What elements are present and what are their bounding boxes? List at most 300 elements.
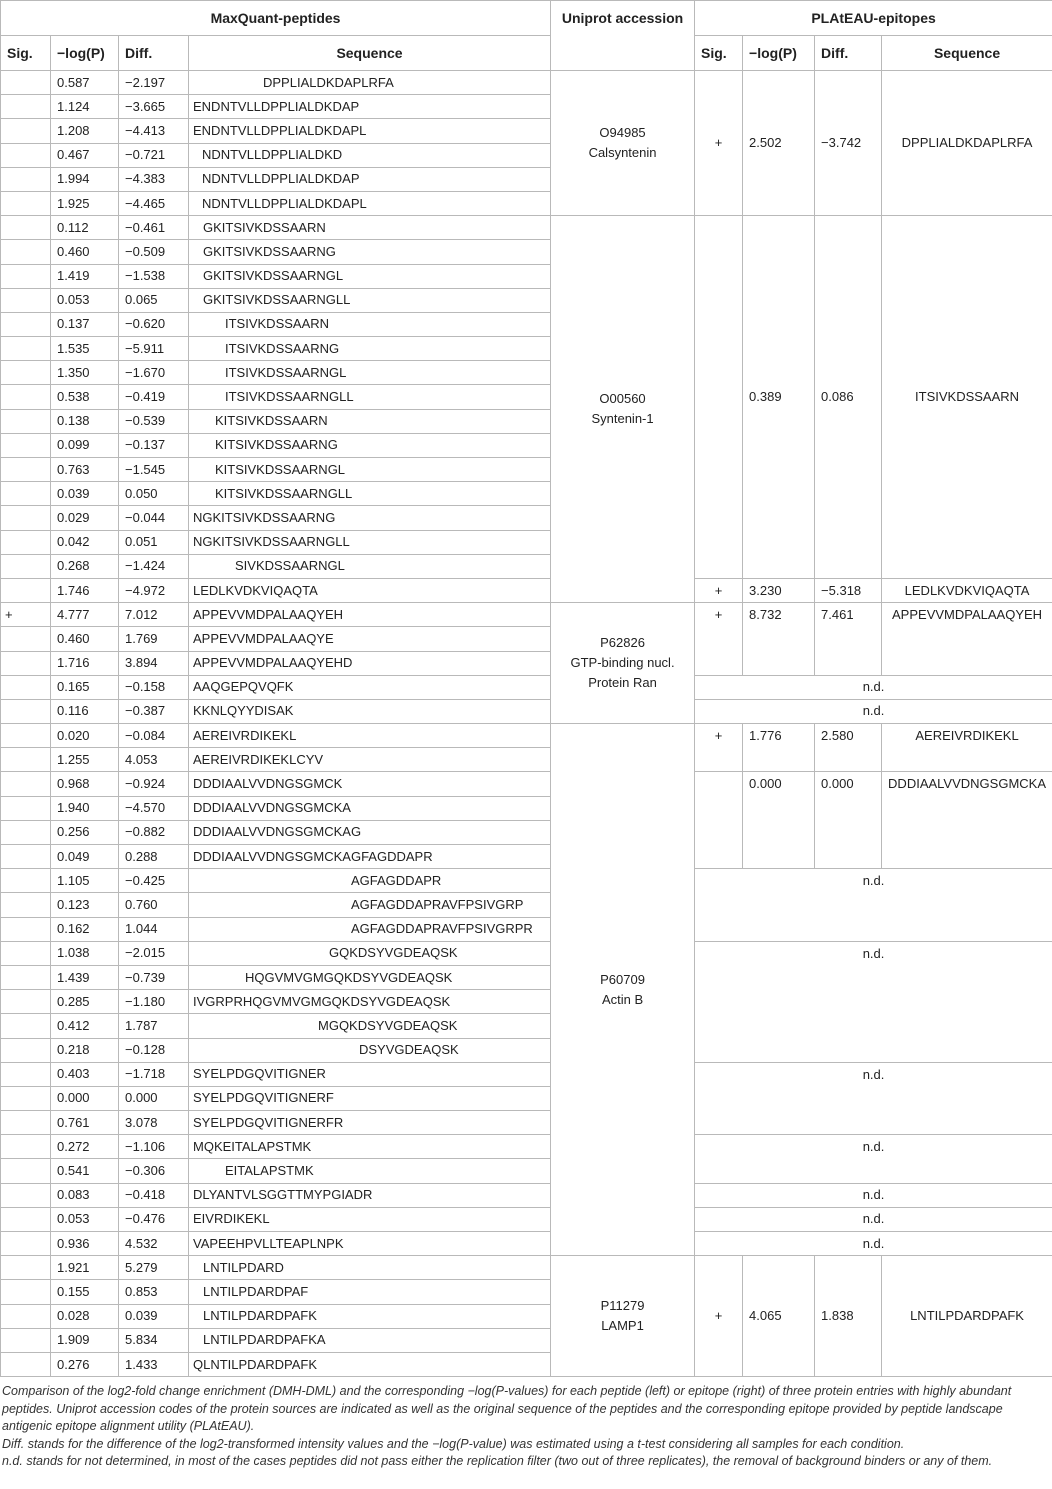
peptide-sequence: KITSIVKDSSAARNGLL bbox=[189, 482, 551, 506]
peptide-sig bbox=[1, 772, 51, 796]
peptide-sequence: AGFAGDDAPRAVFPSIVGRP bbox=[189, 893, 551, 917]
peptide-diff: −0.461 bbox=[119, 216, 189, 240]
peptide-diff: −4.413 bbox=[119, 119, 189, 143]
peptide-sequence: KKNLQYYDISAK bbox=[189, 699, 551, 723]
peptide-logp: 0.268 bbox=[51, 554, 119, 578]
peptide-diff: 5.834 bbox=[119, 1328, 189, 1352]
table-row bbox=[1, 1062, 1052, 1086]
peptide-sig bbox=[1, 385, 51, 409]
peptide-logp: 0.936 bbox=[51, 1232, 119, 1256]
peptide-sequence: DDDIAALVVDNGSGMCK bbox=[189, 772, 551, 796]
peptide-sequence: DLYANTVLSGGTTMYPGIADR bbox=[189, 1183, 551, 1207]
peptide-diff: 0.000 bbox=[119, 1086, 189, 1110]
peptide-diff: −4.570 bbox=[119, 796, 189, 820]
peptide-diff: 0.039 bbox=[119, 1304, 189, 1328]
peptide-logp: 0.412 bbox=[51, 1014, 119, 1038]
peptide-sequence: SYELPDGQVITIGNER bbox=[189, 1062, 551, 1086]
peptide-sequence: KITSIVKDSSAARNG bbox=[189, 433, 551, 457]
table-row bbox=[1, 1135, 1052, 1159]
peptide-diff: −0.924 bbox=[119, 772, 189, 796]
protein-name: Actin B bbox=[601, 991, 644, 1007]
peptide-diff: −1.424 bbox=[119, 554, 189, 578]
peptide-diff: −1.180 bbox=[119, 990, 189, 1014]
epitope-sig: + bbox=[695, 1256, 743, 1377]
epitope-diff: −3.742 bbox=[815, 71, 882, 216]
peptide-diff: −0.137 bbox=[119, 433, 189, 457]
peptide-logp: 0.112 bbox=[51, 216, 119, 240]
peptide-logp: 0.460 bbox=[51, 627, 119, 651]
peptide-sequence: AAQGEPQVQFK bbox=[189, 675, 551, 699]
maxquant-header: MaxQuant-peptides bbox=[1, 1, 551, 36]
peptide-logp: 1.921 bbox=[51, 1256, 119, 1280]
peptide-sig bbox=[1, 990, 51, 1014]
pl-logp-header: −log(P) bbox=[743, 36, 815, 71]
peptide-logp: 0.272 bbox=[51, 1135, 119, 1159]
epitope-sig: + bbox=[695, 71, 743, 216]
accession-id: P11279 bbox=[600, 1298, 645, 1314]
peptide-logp: 0.053 bbox=[51, 288, 119, 312]
peptide-logp: 0.028 bbox=[51, 1304, 119, 1328]
peptide-sig bbox=[1, 1159, 51, 1183]
accession-id: O94985 bbox=[599, 125, 646, 141]
peptide-diff: 0.760 bbox=[119, 893, 189, 917]
epitope-not-determined: n.d. bbox=[695, 675, 1052, 699]
peptide-sequence: DDDIAALVVDNGSGMCKAGFAGDDAPR bbox=[189, 845, 551, 869]
peptide-sequence: GQKDSYVGDEAQSK bbox=[189, 941, 551, 965]
epitope-diff: 1.838 bbox=[815, 1256, 882, 1377]
table-row bbox=[1, 869, 1052, 893]
pl-sig-header: Sig. bbox=[695, 36, 743, 71]
peptide-logp: 4.777 bbox=[51, 603, 119, 627]
peptide-logp: 0.538 bbox=[51, 385, 119, 409]
peptide-diff: −1.545 bbox=[119, 458, 189, 482]
peptide-sequence: APPEVVMDPALAAQYEH bbox=[189, 603, 551, 627]
peptide-diff: 0.065 bbox=[119, 288, 189, 312]
peptide-logp: 1.038 bbox=[51, 941, 119, 965]
table-row bbox=[1, 724, 1052, 748]
peptide-diff: −0.620 bbox=[119, 312, 189, 336]
peptide-sig bbox=[1, 337, 51, 361]
epitope-not-determined: n.d. bbox=[695, 1232, 1052, 1256]
epitope-sig: + bbox=[695, 578, 743, 602]
peptide-sig bbox=[1, 264, 51, 288]
peptide-sequence: NGKITSIVKDSSAARNG bbox=[189, 506, 551, 530]
peptide-sig bbox=[1, 240, 51, 264]
peptide-diff: −0.539 bbox=[119, 409, 189, 433]
peptide-diff: −0.044 bbox=[119, 506, 189, 530]
peptide-logp: 1.940 bbox=[51, 796, 119, 820]
peptide-sig bbox=[1, 1256, 51, 1280]
peptide-sequence: SYELPDGQVITIGNERF bbox=[189, 1086, 551, 1110]
peptide-sequence: AGFAGDDAPR bbox=[189, 869, 551, 893]
peptide-logp: 0.042 bbox=[51, 530, 119, 554]
peptide-logp: 1.255 bbox=[51, 748, 119, 772]
peptide-logp: 0.218 bbox=[51, 1038, 119, 1062]
peptide-logp: 0.162 bbox=[51, 917, 119, 941]
peptide-diff: 4.053 bbox=[119, 748, 189, 772]
peptide-diff: 0.853 bbox=[119, 1280, 189, 1304]
peptide-diff: 1.044 bbox=[119, 917, 189, 941]
peptide-sequence: ITSIVKDSSAARN bbox=[189, 312, 551, 336]
peptide-logp: 0.155 bbox=[51, 1280, 119, 1304]
peptide-diff: −5.911 bbox=[119, 337, 189, 361]
peptide-diff: 4.532 bbox=[119, 1232, 189, 1256]
peptide-sig bbox=[1, 191, 51, 215]
peptide-logp: 0.467 bbox=[51, 143, 119, 167]
peptide-sig bbox=[1, 1304, 51, 1328]
plateau-header: PLAtEAU-epitopes bbox=[695, 1, 1052, 36]
peptide-logp: 0.285 bbox=[51, 990, 119, 1014]
epitope-logp: 3.230 bbox=[743, 578, 815, 602]
peptide-logp: 1.925 bbox=[51, 191, 119, 215]
peptide-logp: 0.029 bbox=[51, 506, 119, 530]
peptide-sequence: GKITSIVKDSSAARNG bbox=[189, 240, 551, 264]
peptide-diff: −1.538 bbox=[119, 264, 189, 288]
peptide-sig bbox=[1, 1232, 51, 1256]
peptide-logp: 1.746 bbox=[51, 578, 119, 602]
peptide-diff: 0.288 bbox=[119, 845, 189, 869]
pl-seq-header: Sequence bbox=[882, 36, 1052, 71]
peptide-sig bbox=[1, 143, 51, 167]
peptide-sig bbox=[1, 167, 51, 191]
peptide-diff: −0.721 bbox=[119, 143, 189, 167]
peptide-logp: 0.256 bbox=[51, 820, 119, 844]
peptide-sig bbox=[1, 748, 51, 772]
peptide-logp: 1.105 bbox=[51, 869, 119, 893]
epitope-not-determined: n.d. bbox=[695, 1062, 1052, 1135]
uniprot-accession-cell bbox=[551, 216, 695, 603]
peptide-diff: −4.383 bbox=[119, 167, 189, 191]
peptide-sequence: VAPEEHPVLLTEAPLNPK bbox=[189, 1232, 551, 1256]
peptide-logp: 0.763 bbox=[51, 458, 119, 482]
peptide-diff: 7.012 bbox=[119, 603, 189, 627]
peptide-logp: 1.208 bbox=[51, 119, 119, 143]
peptide-logp: 1.350 bbox=[51, 361, 119, 385]
peptide-sequence: AEREIVRDIKEKLCYV bbox=[189, 748, 551, 772]
pl-diff-header: Diff. bbox=[815, 36, 882, 71]
peptide-sequence: EIVRDIKEKL bbox=[189, 1207, 551, 1231]
peptide-sig bbox=[1, 1328, 51, 1352]
footnote-comparison: Comparison of the log2-fold change enrichment (DMH-DML) and the corresponding −log(P-values) for each peptide (left) or epitope (right) of three protein entries with highly abundant peptides. Uniprot accession codes of the protein sources are indicated as well as the original sequence of the peptides and the corresponding epitope provided by peptide landscape antigenic epitope alignment utility (PLAtEAU). bbox=[2, 1384, 1012, 1434]
peptide-sequence: LNTILPDARDPAFK bbox=[189, 1304, 551, 1328]
peptide-diff: −4.972 bbox=[119, 578, 189, 602]
peptide-diff: −0.419 bbox=[119, 385, 189, 409]
peptide-diff: −0.739 bbox=[119, 965, 189, 989]
peptide-diff: −2.015 bbox=[119, 941, 189, 965]
protein-name: Calsyntenin bbox=[588, 145, 657, 161]
epitope-not-determined: n.d. bbox=[695, 1183, 1052, 1207]
peptide-diff: −3.665 bbox=[119, 95, 189, 119]
epitope-logp: 8.732 bbox=[743, 603, 815, 676]
table-row bbox=[1, 578, 1052, 602]
peptide-sequence: DPPLIALDKDAPLRFA bbox=[189, 71, 551, 95]
table-row bbox=[1, 1256, 1052, 1280]
peptide-sequence: DSYVGDEAQSK bbox=[189, 1038, 551, 1062]
mq-diff-header: Diff. bbox=[119, 36, 189, 71]
peptide-logp: 1.994 bbox=[51, 167, 119, 191]
peptide-diff: 5.279 bbox=[119, 1256, 189, 1280]
peptide-logp: 0.276 bbox=[51, 1352, 119, 1376]
peptide-sequence: ITSIVKDSSAARNGL bbox=[189, 361, 551, 385]
peptide-logp: 0.053 bbox=[51, 1207, 119, 1231]
peptide-logp: 0.403 bbox=[51, 1062, 119, 1086]
peptide-sig bbox=[1, 578, 51, 602]
peptide-logp: 1.716 bbox=[51, 651, 119, 675]
epitope-diff: −5.318 bbox=[815, 578, 882, 602]
epitope-diff: 2.580 bbox=[815, 724, 882, 772]
peptide-sig bbox=[1, 869, 51, 893]
epitope-logp: 4.065 bbox=[743, 1256, 815, 1377]
peptide-sig bbox=[1, 1183, 51, 1207]
peptide-sequence: LEDLKVDKVIQAQTA bbox=[189, 578, 551, 602]
table-footnotes bbox=[0, 1377, 1052, 1471]
peptide-sig bbox=[1, 95, 51, 119]
peptide-diff: 0.051 bbox=[119, 530, 189, 554]
peptide-sequence: ENDNTVLLDPPLIALDKDAPL bbox=[189, 119, 551, 143]
peptide-diff: 1.433 bbox=[119, 1352, 189, 1376]
epitope-sig bbox=[695, 772, 743, 869]
peptide-sequence: AEREIVRDIKEKL bbox=[189, 724, 551, 748]
footnote-nd: n.d. stands for not determined, in most of the cases peptides did not pass either the replication filter (two out of three replicates), the removal of background binders or any of them. bbox=[2, 1454, 993, 1469]
uniprot-accession-cell bbox=[551, 1256, 695, 1377]
peptide-sequence: ITSIVKDSSAARNGLL bbox=[189, 385, 551, 409]
peptide-sig bbox=[1, 845, 51, 869]
peptide-sig bbox=[1, 651, 51, 675]
epitope-sig bbox=[695, 216, 743, 579]
epitope-logp: 2.502 bbox=[743, 71, 815, 216]
epitope-sig: + bbox=[695, 603, 743, 676]
table-row bbox=[1, 216, 1052, 240]
group-header-row bbox=[1, 1, 1052, 36]
peptide-sig bbox=[1, 1111, 51, 1135]
peptide-logp: 1.909 bbox=[51, 1328, 119, 1352]
peptide-logp: 0.049 bbox=[51, 845, 119, 869]
peptide-sig bbox=[1, 1014, 51, 1038]
peptide-diff: 3.894 bbox=[119, 651, 189, 675]
accession-id: O00560 bbox=[599, 391, 646, 407]
peptide-sequence: APPEVVMDPALAAQYEHD bbox=[189, 651, 551, 675]
epitope-sequence: DPPLIALDKDAPLRFA bbox=[882, 71, 1052, 216]
peptide-sequence: SIVKDSSAARNGL bbox=[189, 554, 551, 578]
peptide-logp: 0.165 bbox=[51, 675, 119, 699]
table-body bbox=[1, 71, 1052, 1377]
epitope-sequence: APPEVVMDPALAAQYEH bbox=[882, 603, 1052, 676]
peptide-diff: −1.718 bbox=[119, 1062, 189, 1086]
table-row bbox=[1, 772, 1052, 796]
table-row bbox=[1, 699, 1052, 723]
epitope-not-determined: n.d. bbox=[695, 941, 1052, 1062]
peptide-sequence: IVGRPRHQGVMVGMGQKDSYVGDEAQSK bbox=[189, 990, 551, 1014]
peptide-sig bbox=[1, 1135, 51, 1159]
epitope-not-determined: n.d. bbox=[695, 1135, 1052, 1183]
peptide-sequence: MGQKDSYVGDEAQSK bbox=[189, 1014, 551, 1038]
peptide-sig bbox=[1, 893, 51, 917]
peptide-sequence: LNTILPDARDPAFKA bbox=[189, 1328, 551, 1352]
peptide-diff: 1.787 bbox=[119, 1014, 189, 1038]
peptide-sequence: HQGVMVGMGQKDSYVGDEAQSK bbox=[189, 965, 551, 989]
peptide-sequence: GKITSIVKDSSAARN bbox=[189, 216, 551, 240]
peptide-sequence: GKITSIVKDSSAARNGLL bbox=[189, 288, 551, 312]
peptide-sig bbox=[1, 820, 51, 844]
accession-id: P60709 bbox=[600, 971, 645, 987]
peptide-sequence: QLNTILPDARDPAFK bbox=[189, 1352, 551, 1376]
peptide-sig bbox=[1, 1086, 51, 1110]
peptide-sig bbox=[1, 1062, 51, 1086]
peptide-logp: 0.137 bbox=[51, 312, 119, 336]
peptide-sequence: SYELPDGQVITIGNERFR bbox=[189, 1111, 551, 1135]
mq-logp-header: −log(P) bbox=[51, 36, 119, 71]
peptide-sig bbox=[1, 530, 51, 554]
peptide-sig bbox=[1, 119, 51, 143]
peptide-sig bbox=[1, 675, 51, 699]
peptide-diff: −1.670 bbox=[119, 361, 189, 385]
peptide-logp: 0.000 bbox=[51, 1086, 119, 1110]
peptide-sig bbox=[1, 724, 51, 748]
uniprot-accession-cell bbox=[551, 71, 695, 216]
epitope-diff: 0.086 bbox=[815, 216, 882, 579]
peptide-sig bbox=[1, 458, 51, 482]
peptide-logp: 0.123 bbox=[51, 893, 119, 917]
peptide-sig bbox=[1, 433, 51, 457]
epitope-logp: 1.776 bbox=[743, 724, 815, 772]
peptide-logp: 1.439 bbox=[51, 965, 119, 989]
protein-name: GTP-binding nucl. Protein Ran bbox=[570, 655, 675, 691]
column-header-row bbox=[1, 36, 1052, 71]
peptide-diff: −0.882 bbox=[119, 820, 189, 844]
peptide-sig bbox=[1, 1207, 51, 1231]
peptide-diff: −0.128 bbox=[119, 1038, 189, 1062]
peptide-sig bbox=[1, 482, 51, 506]
mq-seq-header: Sequence bbox=[189, 36, 551, 71]
peptide-sig bbox=[1, 699, 51, 723]
peptide-sequence: APPEVVMDPALAAQYE bbox=[189, 627, 551, 651]
peptide-sequence: NGKITSIVKDSSAARNGLL bbox=[189, 530, 551, 554]
epitope-sequence: AEREIVRDIKEKL bbox=[882, 724, 1052, 772]
peptide-diff: −0.418 bbox=[119, 1183, 189, 1207]
peptide-logp: 0.083 bbox=[51, 1183, 119, 1207]
peptide-diff: −2.197 bbox=[119, 71, 189, 95]
peptide-sig bbox=[1, 288, 51, 312]
peptide-logp: 1.124 bbox=[51, 95, 119, 119]
peptide-sig bbox=[1, 796, 51, 820]
epitope-not-determined: n.d. bbox=[695, 1207, 1052, 1231]
peptide-sig bbox=[1, 1038, 51, 1062]
peptide-sig bbox=[1, 965, 51, 989]
uniprot-accession-cell bbox=[551, 724, 695, 1256]
peptide-diff: −0.084 bbox=[119, 724, 189, 748]
table-row bbox=[1, 1183, 1052, 1207]
peptide-sequence: EITALAPSTMK bbox=[189, 1159, 551, 1183]
peptide-logp: 0.116 bbox=[51, 699, 119, 723]
peptide-diff: 3.078 bbox=[119, 1111, 189, 1135]
epitope-sequence: LEDLKVDKVIQAQTA bbox=[882, 578, 1052, 602]
peptide-diff: 1.769 bbox=[119, 627, 189, 651]
peptide-sequence: NDNTVLLDPPLIALDKD bbox=[189, 143, 551, 167]
peptide-diff: −0.509 bbox=[119, 240, 189, 264]
peptide-sig bbox=[1, 312, 51, 336]
peptide-logp: 0.460 bbox=[51, 240, 119, 264]
peptide-sequence: KITSIVKDSSAARNGL bbox=[189, 458, 551, 482]
epitope-not-determined: n.d. bbox=[695, 699, 1052, 723]
epitope-logp: 0.389 bbox=[743, 216, 815, 579]
peptide-sequence: LNTILPDARD bbox=[189, 1256, 551, 1280]
peptide-logp: 1.419 bbox=[51, 264, 119, 288]
peptide-diff: 0.050 bbox=[119, 482, 189, 506]
peptide-sequence: NDNTVLLDPPLIALDKDAP bbox=[189, 167, 551, 191]
peptide-sig bbox=[1, 627, 51, 651]
uniprot-header: Uniprot accession bbox=[551, 1, 695, 71]
epitope-sequence: DDDIAALVVDNGSGMCKA bbox=[882, 772, 1052, 869]
peptide-diff: −1.106 bbox=[119, 1135, 189, 1159]
peptide-logp: 1.535 bbox=[51, 337, 119, 361]
table-row bbox=[1, 603, 1052, 627]
peptide-sequence: KITSIVKDSSAARN bbox=[189, 409, 551, 433]
peptide-sequence: LNTILPDARDPAF bbox=[189, 1280, 551, 1304]
peptide-sig bbox=[1, 1280, 51, 1304]
epitope-logp: 0.000 bbox=[743, 772, 815, 869]
peptide-logp: 0.968 bbox=[51, 772, 119, 796]
peptide-diff: −0.158 bbox=[119, 675, 189, 699]
accession-id: P62826 bbox=[600, 635, 645, 651]
epitope-sig: + bbox=[695, 724, 743, 772]
peptide-sig bbox=[1, 71, 51, 95]
peptide-sequence: MQKEITALAPSTMK bbox=[189, 1135, 551, 1159]
footnote-diff: Diff. stands for the difference of the log2-transformed intensity values and the −log(P-value) was estimated using a t-test considering all samples for each condition. bbox=[2, 1436, 905, 1451]
uniprot-accession-cell bbox=[551, 603, 695, 724]
peptide-diff: −0.476 bbox=[119, 1207, 189, 1231]
peptide-diff: −0.425 bbox=[119, 869, 189, 893]
peptide-diff: −4.465 bbox=[119, 191, 189, 215]
epitope-sequence: LNTILPDARDPAFK bbox=[882, 1256, 1052, 1377]
peptide-sig bbox=[1, 216, 51, 240]
peptide-logp: 0.138 bbox=[51, 409, 119, 433]
peptide-sig bbox=[1, 1352, 51, 1376]
peptide-sequence: ITSIVKDSSAARNG bbox=[189, 337, 551, 361]
peptide-sig bbox=[1, 506, 51, 530]
peptide-logp: 0.761 bbox=[51, 1111, 119, 1135]
epitope-not-determined: n.d. bbox=[695, 869, 1052, 942]
peptide-sequence: DDDIAALVVDNGSGMCKA bbox=[189, 796, 551, 820]
peptide-sequence: DDDIAALVVDNGSGMCKAG bbox=[189, 820, 551, 844]
epitope-diff: 7.461 bbox=[815, 603, 882, 676]
table-row bbox=[1, 1232, 1052, 1256]
table-row bbox=[1, 941, 1052, 965]
peptide-diff: −0.306 bbox=[119, 1159, 189, 1183]
peptide-logp: 0.541 bbox=[51, 1159, 119, 1183]
peptide-sequence: ENDNTVLLDPPLIALDKDAP bbox=[189, 95, 551, 119]
table-row bbox=[1, 1207, 1052, 1231]
peptide-logp: 0.099 bbox=[51, 433, 119, 457]
mq-sig-header: Sig. bbox=[1, 36, 51, 71]
table-row bbox=[1, 71, 1052, 95]
peptide-diff: −0.387 bbox=[119, 699, 189, 723]
protein-name: LAMP1 bbox=[601, 1318, 644, 1334]
peptide-sig bbox=[1, 361, 51, 385]
peptide-sig bbox=[1, 554, 51, 578]
peptide-logp: 0.587 bbox=[51, 71, 119, 95]
peptide-logp: 0.020 bbox=[51, 724, 119, 748]
peptide-sig: + bbox=[1, 603, 51, 627]
peptide-sequence: GKITSIVKDSSAARNGL bbox=[189, 264, 551, 288]
peptide-sequence: AGFAGDDAPRAVFPSIVGRPR bbox=[189, 917, 551, 941]
table-row bbox=[1, 675, 1052, 699]
protein-name: Syntenin-1 bbox=[591, 411, 654, 427]
epitope-sequence: ITSIVKDSSAARN bbox=[882, 216, 1052, 579]
peptide-sig bbox=[1, 409, 51, 433]
peptide-sequence: NDNTVLLDPPLIALDKDAPL bbox=[189, 191, 551, 215]
epitope-diff: 0.000 bbox=[815, 772, 882, 869]
peptide-sig bbox=[1, 917, 51, 941]
